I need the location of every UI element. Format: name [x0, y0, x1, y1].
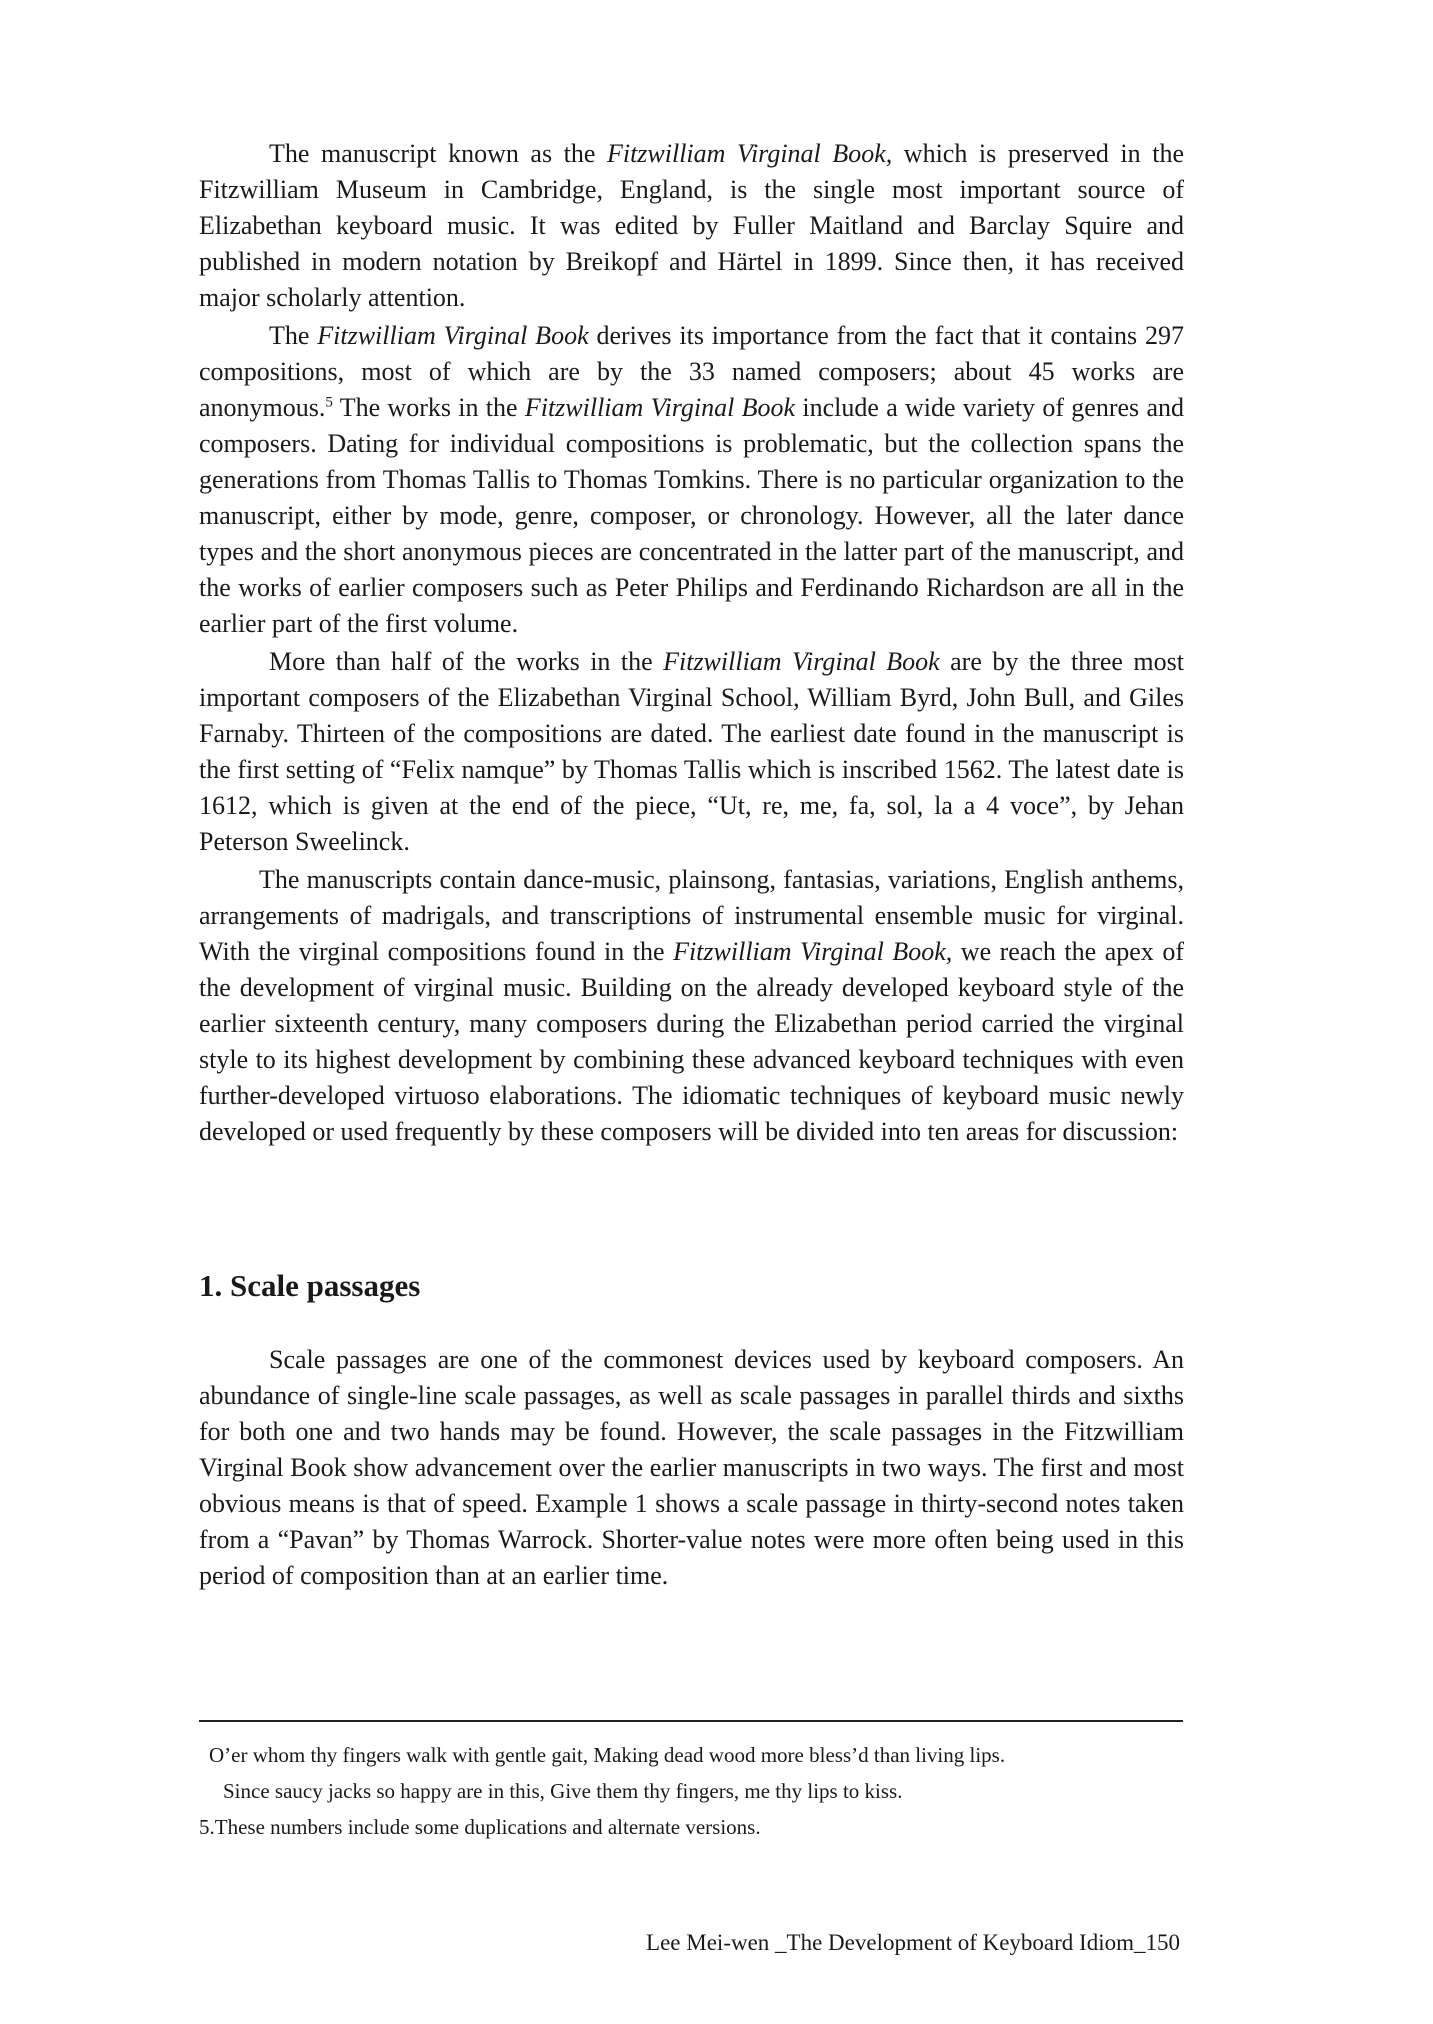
- italic-title: Fitzwilliam Virginal Book: [317, 321, 589, 350]
- body-text: [199, 136, 1184, 1150]
- footnote-ref-5: 5: [325, 394, 333, 411]
- paragraph-2: The Fitzwilliam Virginal Book derives its importance from the fact that it contains 297 compositions, most of which are by the 33 named composers; about 45 works are anonymous.$^5$ The works in the Fitzwilliam Virginal Book include a wide variety of genres and composers. Dating for individual compositions is problematic, but the collection spans the generations from Thomas Tallis to Thomas Tomkins. There is no particular organization to the manuscript, either by mode, genre, composer, or chronology. However, all the later dance types and the short anonymous pieces are concentrated in the latter part of the manuscript, and the works of earlier composers such as Peter Philips and Ferdinando Richardson are all in the earlier part of the first volume.: [199, 321, 1184, 638]
- footnotes: [199, 1737, 1189, 1845]
- italic-title: Fitzwilliam Virginal Book,: [673, 937, 953, 966]
- section-paragraph: Scale passages are one of the commonest devices used by keyboard composers. An abundance of single-line scale passages, as well as scale passages in parallel thirds and sixths for both one and two hands may be found. However, the scale passages in the Fitzwilliam Virginal Book show advancement over the earlier manuscripts in two ways. The first and most obvious means is that of speed. Example 1 shows a scale passage in thirty-second notes taken from a “Pavan” by Thomas Warrock. Shorter-value notes were more often being used in this period of composition than at an earlier time.: [199, 1345, 1184, 1590]
- paragraph-1: The manuscript known as the Fitzwilliam Virginal Book, which is preserved in the Fitzwilliam Museum in Cambridge, England, is the single most important source of Elizabethan keyboard music. It was edited by Fuller Maitland and Barclay Squire and published in modern notation by Breikopf and Härtel in 1899. Since then, it has received major scholarly attention.: [199, 139, 1184, 312]
- footnote-verse-line-1: O’er whom thy fingers walk with gentle gait, Making dead wood more bless’d than living lips.: [209, 1743, 1006, 1767]
- footnote-5: 5.These numbers include some duplications and alternate versions.: [199, 1815, 761, 1839]
- paragraph-3: More than half of the works in the Fitzwilliam Virginal Book are by the three most important composers of the Elizabethan Virginal School, William Byrd, John Bull, and Giles Farnaby. Thirteen of the compositions are dated. The earliest date found in the manuscript is the first setting of “Felix namque” by Thomas Tallis which is inscribed 1562. The latest date is 1612, which is given at the end of the piece, “Ut, re, me, fa, sol, la a 4 voce”, by Jehan Peterson Sweelinck.: [199, 647, 1184, 856]
- footnote-verse-line-2: Since saucy jacks so happy are in this, Give them thy fingers, me thy lips to kiss.: [223, 1779, 903, 1803]
- italic-title: Fitzwilliam Virginal Book,: [606, 139, 893, 168]
- paragraph-4: The manuscripts contain dance-music, plainsong, fantasias, variations, English anthems, arrangements of madrigals, and transcriptions of instrumental ensemble music for virginal. With the virginal compositions found in the Fitzwilliam Virginal Book, we reach the apex of the development of virginal music. Building on the already developed keyboard style of the earlier sixteenth century, many composers during the Elizabethan period carried the virginal style to its highest development by combining these advanced keyboard techniques with even further-developed virtuoso elaborations. The idiomatic techniques of keyboard music newly developed or used frequently by these composers will be divided into ten areas for discussion:: [199, 865, 1184, 1146]
- footnote-divider: [199, 1720, 1183, 1722]
- section-body: [199, 1342, 1184, 1594]
- italic-title: Fitzwilliam Virginal Book: [524, 393, 796, 422]
- running-footer: Lee Mei-wen _The Development of Keyboard Idiom_150: [646, 1930, 1180, 1955]
- italic-title: Fitzwilliam Virginal Book: [663, 647, 940, 676]
- section-heading: 1. Scale passages: [199, 1268, 421, 1303]
